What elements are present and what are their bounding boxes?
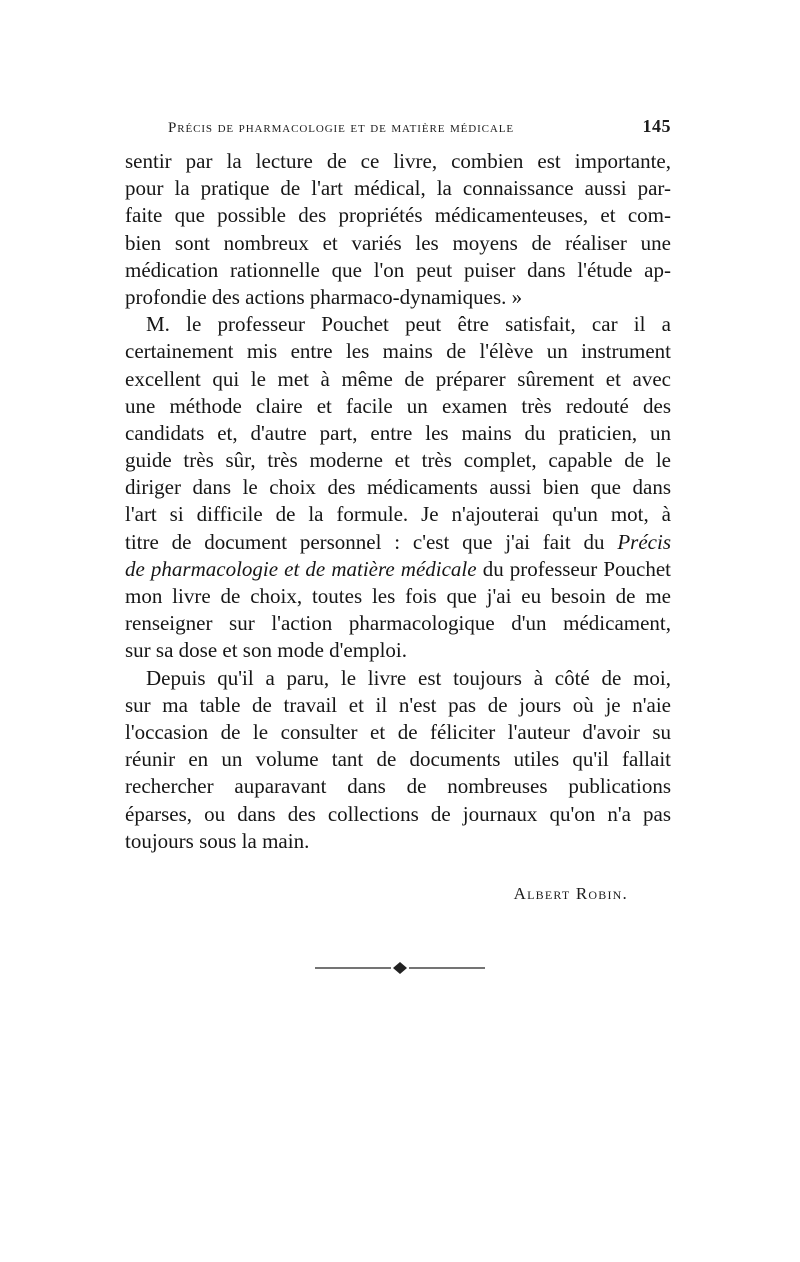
text-segment: titre de document personnel : c'est que j'ai fait du: [125, 529, 605, 554]
text-line: Depuis qu'il a paru, le livre est toujours à côté de moi,: [146, 665, 671, 690]
text-line: excellent qui le met à même de préparer sûrement et avec: [125, 366, 671, 391]
text-line: l'occasion de le consulter et de féliciter l'auteur d'avoir su: [125, 719, 671, 744]
text-line: diriger dans le choix des médicaments aussi bien que dans: [125, 475, 671, 500]
text-segment: du professeur Pouchet: [482, 556, 671, 581]
text-line: éparses, ou dans des collections de journaux qu'on n'a pas: [125, 801, 671, 826]
page-number: 145: [642, 116, 671, 136]
running-title: Précis de pharmacologie et de matière médicale: [168, 120, 515, 136]
body-text: [125, 148, 671, 855]
text-line: profondie des actions pharmaco-dynamiques. »: [125, 284, 523, 309]
text-line: [125, 556, 671, 583]
text-line: M. le professeur Pouchet peut être satisfait, car il a: [146, 312, 671, 337]
text-line: renseigner sur l'action pharmacologique d'un médicament,: [125, 611, 671, 636]
text-line: pour la pratique de l'art médical, la connaissance aussi par-: [125, 176, 671, 201]
end-ornament-icon: [315, 958, 485, 978]
text-line: sentir par la lecture de ce livre, combien est importante,: [125, 149, 671, 173]
text-line: guide très sûr, très moderne et très complet, capable de le: [125, 448, 671, 473]
text-line: mon livre de choix, toutes les fois que j'ai eu besoin de me: [125, 584, 671, 608]
text-line: réunir en un volume tant de documents utiles qu'il fallait: [125, 747, 671, 772]
running-header: [168, 116, 671, 137]
text-line: certainement mis entre les mains de l'élève un instrument: [125, 339, 671, 364]
italic-book-title: Précis: [617, 529, 672, 554]
text-line: l'art si difficile de la formule. Je n'ajouterai qu'un mot, à: [125, 502, 671, 527]
signature: Albert Robin.: [513, 884, 628, 903]
text-line: [125, 529, 671, 556]
text-line: une méthode claire et facile un examen très redouté des: [125, 393, 671, 418]
text-line: sur sa dose et son mode d'emploi.: [125, 638, 407, 663]
text-line: faite que possible des propriétés médicamenteuses, et com-: [125, 203, 671, 228]
text-line: toujours sous la main.: [125, 828, 310, 853]
text-line: candidats et, d'autre part, entre les mains du praticien, un: [125, 420, 671, 445]
text-line: bien sont nombreux et variés les moyens de réaliser une: [125, 230, 671, 255]
text-line: médication rationnelle que l'on peut puiser dans l'étude ap-: [125, 257, 671, 282]
text-line: sur ma table de travail et il n'est pas de jours où je n'aie: [125, 692, 671, 717]
italic-book-title: de pharmacologie et de matière médicale: [125, 556, 477, 581]
text-line: rechercher auparavant dans de nombreuses publications: [125, 774, 671, 799]
